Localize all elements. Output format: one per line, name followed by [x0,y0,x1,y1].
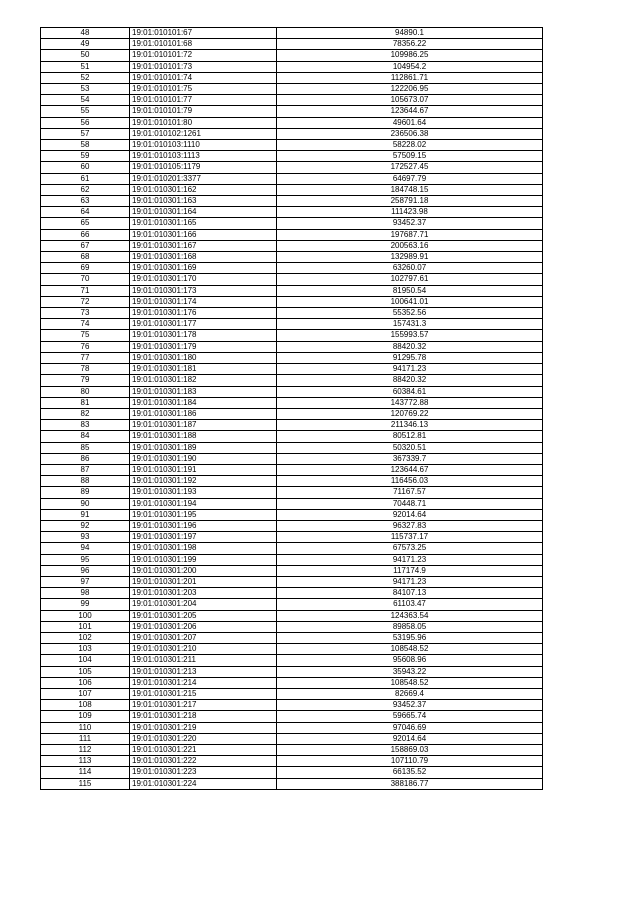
row-number-cell: 60 [41,162,130,173]
value-cell: 116456.03 [277,476,543,487]
table-row [41,72,543,83]
cadastral-number-cell: 19:01:010301:197 [130,532,277,543]
value-cell: 88420.32 [277,375,543,386]
table-row [41,666,543,677]
table-row [41,319,543,330]
cadastral-number-cell: 19:01:010301:168 [130,252,277,263]
value-cell: 88420.32 [277,341,543,352]
table-row [41,285,543,296]
row-number-cell: 70 [41,274,130,285]
value-cell: 108548.52 [277,677,543,688]
cadastral-number-cell: 19:01:010301:180 [130,352,277,363]
row-number-cell: 115 [41,778,130,789]
row-number-cell: 82 [41,408,130,419]
table-row [41,263,543,274]
row-number-cell: 79 [41,375,130,386]
table-row [41,386,543,397]
row-number-cell: 111 [41,733,130,744]
table-row [41,420,543,431]
table-row [41,308,543,319]
value-cell: 367339.7 [277,453,543,464]
table-row [41,700,543,711]
value-cell: 184748.15 [277,184,543,195]
value-cell: 35943.22 [277,666,543,677]
value-cell: 64697.79 [277,173,543,184]
cadastral-number-cell: 19:01:010301:187 [130,420,277,431]
cadastral-number-cell: 19:01:010101:79 [130,106,277,117]
value-cell: 66135.52 [277,767,543,778]
value-cell: 63260.07 [277,263,543,274]
row-number-cell: 62 [41,184,130,195]
row-number-cell: 66 [41,229,130,240]
cadastral-number-cell: 19:01:010301:167 [130,240,277,251]
value-cell: 100641.01 [277,296,543,307]
cadastral-number-cell: 19:01:010103:1113 [130,151,277,162]
table-row [41,95,543,106]
cadastral-number-cell: 19:01:010301:176 [130,308,277,319]
table-row [41,644,543,655]
value-cell: 58228.02 [277,140,543,151]
table-row [41,274,543,285]
cadastral-number-cell: 19:01:010301:188 [130,431,277,442]
table-row [41,621,543,632]
table-row [41,632,543,643]
value-cell: 120769.22 [277,408,543,419]
cadastral-number-cell: 19:01:010301:194 [130,498,277,509]
cadastral-number-cell: 19:01:010301:213 [130,666,277,677]
table-row [41,745,543,756]
cadastral-number-cell: 19:01:010301:189 [130,442,277,453]
cadastral-number-cell: 19:01:010101:73 [130,61,277,72]
table-row [41,140,543,151]
table-row [41,352,543,363]
cadastral-number-cell: 19:01:010301:173 [130,285,277,296]
row-number-cell: 50 [41,50,130,61]
value-cell: 143772.88 [277,397,543,408]
row-number-cell: 98 [41,588,130,599]
value-cell: 172527.45 [277,162,543,173]
row-number-cell: 78 [41,364,130,375]
row-number-cell: 109 [41,711,130,722]
row-number-cell: 69 [41,263,130,274]
table-row [41,184,543,195]
value-cell: 157431.3 [277,319,543,330]
cadastral-number-cell: 19:01:010103:1110 [130,140,277,151]
value-cell: 258791.18 [277,196,543,207]
table-body [41,28,543,790]
table-row [41,453,543,464]
table-row [41,375,543,386]
cadastral-number-cell: 19:01:010301:210 [130,644,277,655]
table-row [41,599,543,610]
cadastral-number-cell: 19:01:010301:220 [130,733,277,744]
table-row [41,84,543,95]
value-cell: 61103.47 [277,599,543,610]
cadastral-number-cell: 19:01:010301:169 [130,263,277,274]
table-row [41,229,543,240]
cadastral-number-cell: 19:01:010301:207 [130,632,277,643]
row-number-cell: 87 [41,464,130,475]
table-row [41,218,543,229]
row-number-cell: 94 [41,543,130,554]
row-number-cell: 100 [41,610,130,621]
value-cell: 388186.77 [277,778,543,789]
value-cell: 94171.23 [277,576,543,587]
cadastral-number-cell: 19:01:010101:75 [130,84,277,95]
cadastral-number-cell: 19:01:010101:80 [130,117,277,128]
row-number-cell: 102 [41,632,130,643]
value-cell: 55352.56 [277,308,543,319]
value-cell: 92014.64 [277,733,543,744]
value-cell: 115737.17 [277,532,543,543]
value-cell: 67573.25 [277,543,543,554]
cadastral-number-cell: 19:01:010101:77 [130,95,277,106]
row-number-cell: 73 [41,308,130,319]
value-cell: 236506.38 [277,128,543,139]
table-row [41,341,543,352]
cadastral-number-cell: 19:01:010301:163 [130,196,277,207]
row-number-cell: 96 [41,565,130,576]
cadastral-number-cell: 19:01:010101:72 [130,50,277,61]
value-cell: 94171.23 [277,364,543,375]
row-number-cell: 57 [41,128,130,139]
value-cell: 81950.54 [277,285,543,296]
value-cell: 102797.61 [277,274,543,285]
value-cell: 91295.78 [277,352,543,363]
row-number-cell: 59 [41,151,130,162]
row-number-cell: 76 [41,341,130,352]
table-row [41,588,543,599]
table-row [41,565,543,576]
table-row [41,39,543,50]
row-number-cell: 108 [41,700,130,711]
row-number-cell: 61 [41,173,130,184]
value-cell: 96327.83 [277,520,543,531]
row-number-cell: 75 [41,330,130,341]
table-row [41,767,543,778]
cadastral-number-cell: 19:01:010301:196 [130,520,277,531]
table-row [41,722,543,733]
data-table [40,27,543,790]
cadastral-number-cell: 19:01:010301:204 [130,599,277,610]
value-cell: 104954.2 [277,61,543,72]
cadastral-number-cell: 19:01:010301:193 [130,487,277,498]
table-row [41,431,543,442]
cadastral-number-cell: 19:01:010301:211 [130,655,277,666]
row-number-cell: 89 [41,487,130,498]
table-row [41,364,543,375]
value-cell: 57509.15 [277,151,543,162]
row-number-cell: 52 [41,72,130,83]
cadastral-number-cell: 19:01:010301:199 [130,554,277,565]
row-number-cell: 54 [41,95,130,106]
table-row [41,296,543,307]
value-cell: 92014.64 [277,509,543,520]
cadastral-number-cell: 19:01:010301:162 [130,184,277,195]
row-number-cell: 49 [41,39,130,50]
cadastral-number-cell: 19:01:010101:68 [130,39,277,50]
row-number-cell: 101 [41,621,130,632]
table-row [41,554,543,565]
value-cell: 158869.03 [277,745,543,756]
table-row [41,543,543,554]
table-row [41,498,543,509]
value-cell: 111423.98 [277,207,543,218]
cadastral-number-cell: 19:01:010301:166 [130,229,277,240]
cadastral-number-cell: 19:01:010301:178 [130,330,277,341]
value-cell: 50320.51 [277,442,543,453]
table-row [41,778,543,789]
table-row [41,487,543,498]
row-number-cell: 80 [41,386,130,397]
row-number-cell: 64 [41,207,130,218]
value-cell: 89858.05 [277,621,543,632]
cadastral-number-cell: 19:01:010301:203 [130,588,277,599]
cadastral-number-cell: 19:01:010105:1179 [130,162,277,173]
table-row [41,162,543,173]
row-number-cell: 53 [41,84,130,95]
value-cell: 123644.67 [277,106,543,117]
row-number-cell: 114 [41,767,130,778]
table-row [41,117,543,128]
value-cell: 70448.71 [277,498,543,509]
cadastral-number-cell: 19:01:010301:223 [130,767,277,778]
cadastral-number-cell: 19:01:010301:177 [130,319,277,330]
table-row [41,240,543,251]
cadastral-number-cell: 19:01:010301:214 [130,677,277,688]
value-cell: 60384.61 [277,386,543,397]
cadastral-number-cell: 19:01:010301:198 [130,543,277,554]
cadastral-number-cell: 19:01:010301:215 [130,688,277,699]
table-row [41,442,543,453]
row-number-cell: 48 [41,28,130,39]
row-number-cell: 95 [41,554,130,565]
value-cell: 53195.96 [277,632,543,643]
cadastral-number-cell: 19:01:010101:74 [130,72,277,83]
table-row [41,711,543,722]
cadastral-number-cell: 19:01:010201:3377 [130,173,277,184]
value-cell: 200563.16 [277,240,543,251]
row-number-cell: 106 [41,677,130,688]
table-row [41,330,543,341]
table-row [41,196,543,207]
cadastral-number-cell: 19:01:010301:170 [130,274,277,285]
table-row [41,28,543,39]
value-cell: 117174.9 [277,565,543,576]
cadastral-number-cell: 19:01:010301:165 [130,218,277,229]
cadastral-number-cell: 19:01:010101:67 [130,28,277,39]
row-number-cell: 51 [41,61,130,72]
table-row [41,106,543,117]
value-cell: 107110.79 [277,756,543,767]
row-number-cell: 86 [41,453,130,464]
row-number-cell: 90 [41,498,130,509]
table-row [41,756,543,767]
table-row [41,151,543,162]
cadastral-number-cell: 19:01:010301:217 [130,700,277,711]
value-cell: 197687.71 [277,229,543,240]
cadastral-number-cell: 19:01:010301:221 [130,745,277,756]
cadastral-number-cell: 19:01:010301:191 [130,464,277,475]
cadastral-number-cell: 19:01:010301:206 [130,621,277,632]
row-number-cell: 103 [41,644,130,655]
row-number-cell: 104 [41,655,130,666]
row-number-cell: 63 [41,196,130,207]
table-row [41,61,543,72]
row-number-cell: 84 [41,431,130,442]
cadastral-number-cell: 19:01:010301:195 [130,509,277,520]
value-cell: 211346.13 [277,420,543,431]
row-number-cell: 110 [41,722,130,733]
row-number-cell: 77 [41,352,130,363]
table-row [41,464,543,475]
row-number-cell: 67 [41,240,130,251]
row-number-cell: 55 [41,106,130,117]
table-row [41,252,543,263]
table-row [41,476,543,487]
row-number-cell: 91 [41,509,130,520]
table-row [41,408,543,419]
value-cell: 71167.57 [277,487,543,498]
row-number-cell: 107 [41,688,130,699]
row-number-cell: 83 [41,420,130,431]
row-number-cell: 56 [41,117,130,128]
cadastral-number-cell: 19:01:010301:174 [130,296,277,307]
table-row [41,610,543,621]
table-row [41,509,543,520]
value-cell: 112861.71 [277,72,543,83]
cadastral-number-cell: 19:01:010301:183 [130,386,277,397]
value-cell: 93452.37 [277,218,543,229]
value-cell: 95608.96 [277,655,543,666]
value-cell: 94890.1 [277,28,543,39]
table-row [41,173,543,184]
cadastral-number-cell: 19:01:010301:222 [130,756,277,767]
value-cell: 78356.22 [277,39,543,50]
value-cell: 122206.95 [277,84,543,95]
table-row [41,207,543,218]
row-number-cell: 74 [41,319,130,330]
value-cell: 105673.07 [277,95,543,106]
table-row [41,520,543,531]
cadastral-number-cell: 19:01:010301:219 [130,722,277,733]
value-cell: 82669.4 [277,688,543,699]
cadastral-number-cell: 19:01:010301:192 [130,476,277,487]
cadastral-number-cell: 19:01:010301:218 [130,711,277,722]
value-cell: 108548.52 [277,644,543,655]
row-number-cell: 99 [41,599,130,610]
value-cell: 155993.57 [277,330,543,341]
value-cell: 49601.64 [277,117,543,128]
cadastral-number-cell: 19:01:010301:182 [130,375,277,386]
row-number-cell: 97 [41,576,130,587]
row-number-cell: 58 [41,140,130,151]
row-number-cell: 85 [41,442,130,453]
value-cell: 80512.81 [277,431,543,442]
value-cell: 93452.37 [277,700,543,711]
row-number-cell: 113 [41,756,130,767]
table-row [41,576,543,587]
value-cell: 123644.67 [277,464,543,475]
row-number-cell: 105 [41,666,130,677]
row-number-cell: 93 [41,532,130,543]
value-cell: 94171.23 [277,554,543,565]
value-cell: 97046.69 [277,722,543,733]
table-row [41,688,543,699]
value-cell: 124363.54 [277,610,543,621]
value-cell: 84107.13 [277,588,543,599]
cadastral-number-cell: 19:01:010301:184 [130,397,277,408]
row-number-cell: 92 [41,520,130,531]
table-row [41,677,543,688]
cadastral-number-cell: 19:01:010301:164 [130,207,277,218]
row-number-cell: 71 [41,285,130,296]
table-row [41,532,543,543]
cadastral-number-cell: 19:01:010301:186 [130,408,277,419]
row-number-cell: 81 [41,397,130,408]
value-cell: 132989.91 [277,252,543,263]
table-row [41,655,543,666]
cadastral-number-cell: 19:01:010301:190 [130,453,277,464]
row-number-cell: 68 [41,252,130,263]
row-number-cell: 112 [41,745,130,756]
table-row [41,733,543,744]
table-row [41,397,543,408]
cadastral-number-cell: 19:01:010102:1261 [130,128,277,139]
table-row [41,128,543,139]
row-number-cell: 72 [41,296,130,307]
table-row [41,50,543,61]
cadastral-number-cell: 19:01:010301:181 [130,364,277,375]
cadastral-number-cell: 19:01:010301:201 [130,576,277,587]
cadastral-number-cell: 19:01:010301:224 [130,778,277,789]
row-number-cell: 65 [41,218,130,229]
cadastral-number-cell: 19:01:010301:200 [130,565,277,576]
row-number-cell: 88 [41,476,130,487]
value-cell: 109986.25 [277,50,543,61]
cadastral-number-cell: 19:01:010301:179 [130,341,277,352]
cadastral-number-cell: 19:01:010301:205 [130,610,277,621]
value-cell: 59665.74 [277,711,543,722]
